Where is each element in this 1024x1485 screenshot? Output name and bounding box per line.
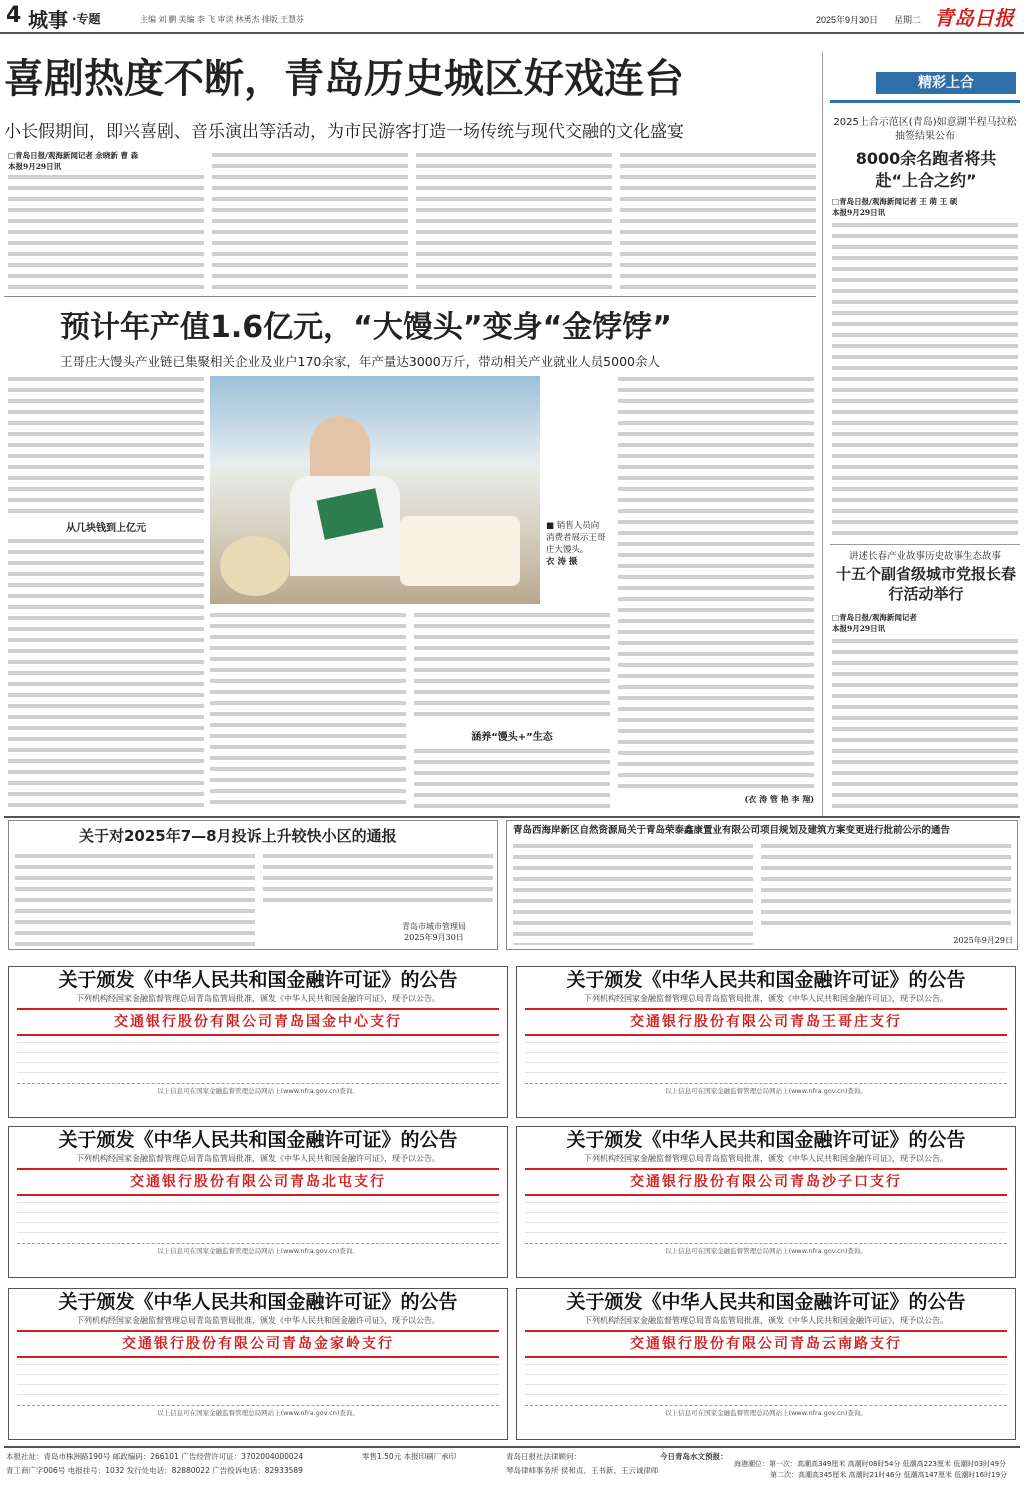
license-notice-6: [516, 1288, 1016, 1440]
license-details: [17, 1040, 499, 1080]
complaint-notice: [8, 820, 498, 950]
lead-col-2: [212, 150, 408, 290]
lead-col-1: [8, 172, 204, 290]
side-story1-body: [832, 220, 1018, 538]
license-sub: 下列机构经国家金融监督管理总局青岛监管局批准，颁发《中华人民共和国金融许可证》，现予以公告。: [584, 1316, 948, 1325]
sidebar-rule: [822, 52, 823, 816]
side-story2-kicker: 讲述长春产业故事历史故事生态故事: [848, 551, 1001, 562]
license-details: [17, 1362, 499, 1402]
complaint-notice-col2: [263, 851, 493, 907]
license-foot: 以上信息可在国家金融监督管理总局网站上(www.nfra.gov.cn)查询。: [17, 1243, 499, 1255]
footer-tide-2: 第二次：高潮高345厘米 高潮时21时46分 低潮高147厘米 低潮时16时19分: [770, 1471, 1008, 1479]
license-sub: 下列机构经国家金融监督管理总局青岛监管局批准，颁发《中华人民共和国金融许可证》，现予以公告。: [584, 994, 948, 1003]
divider: [4, 296, 816, 297]
page-header: [0, 0, 1024, 34]
license-notice-1: [8, 966, 508, 1118]
subsection-name: ·专题: [72, 12, 101, 26]
license-foot: 以上信息可在国家金融监督管理总局网站上(www.nfra.gov.cn)查询。: [17, 1083, 499, 1095]
license-sub: 下列机构经国家金融监督管理总局青岛监管局批准，颁发《中华人民共和国金融许可证》，现予以公告。: [76, 1316, 440, 1325]
editor-credits: 主编 刘 鹏 美编 李 飞 审读 林勇杰 排版 王慧芬: [140, 15, 305, 24]
license-notice-3: [8, 1126, 508, 1278]
license-title: 关于颁发《中华人民共和国金融许可证》的公告: [566, 1291, 966, 1313]
banner-rule: [830, 100, 1020, 103]
paper-logo: 青岛日报: [934, 6, 1014, 30]
second-col-3a: [414, 610, 610, 722]
second-col-3b: [414, 746, 610, 808]
lead-col-4: [620, 150, 816, 290]
license-bank: 交通银行股份有限公司青岛国金中心支行: [17, 1008, 499, 1036]
issue-weekday: 星期二: [894, 15, 922, 25]
license-sub: 下列机构经国家金融监督管理总局青岛监管局批准，颁发《中华人民共和国金融许可证》，现予以公告。: [76, 1154, 440, 1163]
side2-dateline-text: 本报9月29日讯: [832, 624, 886, 633]
license-foot: 以上信息可在国家金融监督管理总局网站上(www.nfra.gov.cn)查询。: [17, 1405, 499, 1417]
sign-date: 2025年9月30日: [404, 933, 464, 942]
license-bank: 交通银行股份有限公司青岛云南路支行: [525, 1330, 1007, 1358]
license-title: 关于颁发《中华人民共和国金融许可证》的公告: [58, 1129, 458, 1151]
license-sub: 下列机构经国家金融监督管理总局青岛监管局批准，颁发《中华人民共和国金融许可证》，现予以公告。: [584, 1154, 948, 1163]
license-foot: 以上信息可在国家金融监督管理总局网站上(www.nfra.gov.cn)查询。: [525, 1083, 1007, 1095]
lead-col-3: [416, 150, 612, 290]
license-title: 关于颁发《中华人民共和国金融许可证》的公告: [58, 1291, 458, 1313]
license-notice-4: [516, 1126, 1016, 1278]
license-notice-2: [516, 966, 1016, 1118]
page-number: 4: [6, 3, 22, 28]
second-subhead: 王哥庄大馒头产业链已集聚相关企业及业户170余家，年产量达3000万斤，带动相关产业就业人员5000余人: [60, 354, 660, 369]
side2-byline-text: □青岛日报/观海新闻记者: [832, 613, 917, 622]
footer-rule: [4, 1446, 1020, 1448]
second-credit: (衣 涛 管 艳 李 翔): [744, 794, 814, 804]
license-bank: 交通银行股份有限公司青岛北屯支行: [17, 1168, 499, 1196]
notice-top-rule: [4, 816, 1020, 818]
lead-byline: [8, 150, 208, 172]
byline-text: □青岛日报/观海新闻记者 余晓新 曹 森: [8, 151, 139, 160]
side-story2-byline: [832, 612, 1018, 634]
footer-tide-title: 今日青岛水文预报：: [660, 1452, 728, 1461]
license-title: 关于颁发《中华人民共和国金融许可证》的公告: [58, 969, 458, 991]
complaint-notice-sign: [379, 921, 489, 943]
side1-byline-text: □青岛日报/观海新闻记者 王 萌 王 硕: [832, 197, 958, 206]
license-details: [525, 1362, 1007, 1402]
complaint-notice-col1: [15, 851, 255, 947]
side-story2-headline: 十五个副省级城市党报长春行活动举行: [836, 565, 1017, 603]
second-col-4: [618, 374, 814, 790]
planning-notice-col2: [761, 841, 1011, 931]
second-col-2: [210, 610, 406, 808]
footer-price: 零售1.50元 本报印刷厂承印: [362, 1452, 457, 1461]
second-subtitle-1: 从几块钱到上亿元: [66, 523, 146, 534]
second-col-1a: [8, 374, 204, 516]
license-title: 关于颁发《中华人民共和国金融许可证》的公告: [566, 1129, 966, 1151]
second-col-1b: [8, 536, 204, 808]
sidebar-banner: 精彩上合: [876, 72, 1016, 94]
side-divider: [830, 544, 1020, 545]
license-sub: 下列机构经国家金融监督管理总局青岛监管局批准，颁发《中华人民共和国金融许可证》，现予以公告。: [76, 994, 440, 1003]
side-story1-kicker: 2025上合示范区(青岛)如意湖半程马拉松抽签结果公布: [833, 117, 1017, 142]
planning-notice-date: 2025年9月29日: [953, 936, 1013, 945]
side-story2-body: [832, 636, 1018, 808]
license-notice-5: [8, 1288, 508, 1440]
license-details: [525, 1040, 1007, 1080]
caption-text: ■ 销售人员向消费者展示王哥庄大馒头。: [546, 521, 606, 555]
footer-legal-title: 青岛日报社法律顾问：: [506, 1452, 581, 1461]
dateline-text: 本报9月29日讯: [8, 162, 62, 171]
second-headline: 预计年产值1.6亿元，“大馒头”变身“金饽饽”: [60, 310, 673, 345]
issue-date: 2025年9月30日: [816, 15, 879, 25]
footer-legal-names: 琴岛律师事务所 侯和贞、王书新、王云诚律师: [506, 1466, 659, 1475]
footer-tide-1: 海港潮位：第一次：高潮高349厘米 高潮时08时54分 低潮高223厘米 低潮时03时49分: [734, 1460, 1007, 1468]
planning-notice-col1: [513, 841, 753, 945]
license-details: [525, 1200, 1007, 1240]
lead-headline: 喜剧热度不断，青岛历史城区好戏连台: [4, 56, 684, 102]
caption-credit: 衣 涛 摄: [546, 557, 578, 567]
mantou-basket: [220, 536, 290, 596]
photo-caption: [546, 520, 606, 568]
complaint-notice-title: 关于对2025年7—8月投诉上升较快小区的通报: [79, 827, 397, 845]
license-bank: 交通银行股份有限公司青岛王哥庄支行: [525, 1008, 1007, 1036]
planning-notice: [506, 820, 1018, 950]
mantou-display: [400, 516, 520, 586]
footer-contacts: 青工商广字006号 电报挂号：1032 发行处电话：82880022 广告投诉电话：82933589: [6, 1466, 303, 1475]
photo-mantou-seller: [210, 376, 540, 604]
second-subtitle-2: 涵养“馒头+”生态: [471, 732, 553, 743]
license-foot: 以上信息可在国家金融监督管理总局网站上(www.nfra.gov.cn)查询。: [525, 1405, 1007, 1417]
footer-address: 本报社址：青岛市株洲路190号 邮政编码：266101 广告经营许可证：3702004000024: [6, 1452, 304, 1461]
planning-notice-title: 青岛西海岸新区自然资源局关于青岛荣泰鑫康置业有限公司项目规划及建筑方案变更进行批前公示的通告: [513, 825, 951, 836]
license-bank: 交通银行股份有限公司青岛沙子口支行: [525, 1168, 1007, 1196]
section-name: 城事: [28, 8, 68, 32]
license-title: 关于颁发《中华人民共和国金融许可证》的公告: [566, 969, 966, 991]
lead-subhead: 小长假期间，即兴喜剧、音乐演出等活动，为市民游客打造一场传统与现代交融的文化盛宴: [4, 122, 684, 142]
side-story1-headline: 8000余名跑者将共赴“上合之约”: [855, 149, 997, 190]
license-foot: 以上信息可在国家金融监督管理总局网站上(www.nfra.gov.cn)查询。: [525, 1243, 1007, 1255]
sign-agency: 青岛市城市管理局: [402, 922, 466, 931]
license-details: [17, 1200, 499, 1240]
license-bank: 交通银行股份有限公司青岛金家岭支行: [17, 1330, 499, 1358]
side-story1-byline: [832, 196, 1018, 218]
side1-dateline-text: 本报9月29日讯: [832, 208, 886, 217]
